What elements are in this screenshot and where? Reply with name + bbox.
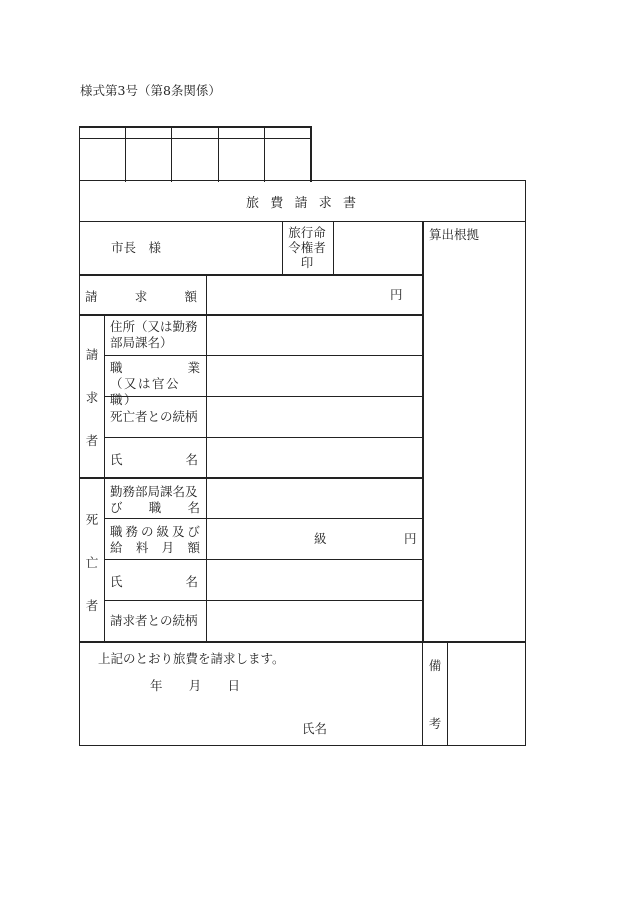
- calculation-basis-field[interactable]: [424, 245, 524, 640]
- addressee-label: 市長 様: [111, 240, 162, 255]
- grade-unit: 級: [314, 531, 327, 546]
- deceased-section-label: 死 亡 者: [85, 512, 99, 613]
- deceased-grade-salary-label: 職 務 の 級 及 び 給 料 月 額: [110, 524, 200, 555]
- request-statement: 上記のとおり旅費を請求します。: [98, 651, 285, 666]
- form-number: 様式第3号（第8条関係）: [80, 83, 221, 98]
- claim-amount-field[interactable]: [207, 275, 421, 313]
- form-title: 旅 費 請 求 書: [246, 196, 356, 211]
- deceased-name-label: 氏 名: [110, 574, 198, 589]
- remarks-field[interactable]: [449, 643, 524, 744]
- claimant-address-label: 住所（又は勤務 部局課名）: [110, 319, 198, 350]
- claimant-address-field[interactable]: [207, 315, 421, 354]
- signer-name-field[interactable]: [330, 712, 418, 740]
- claimant-relation-label: 死亡者との続柄: [110, 409, 198, 424]
- deceased-relation-label: 請求者との続柄: [110, 613, 198, 628]
- deceased-dept-label: 勤務部局課名及 び 職 名: [110, 484, 200, 515]
- deceased-dept-field[interactable]: [207, 478, 421, 517]
- signer-name-label: 氏名: [302, 721, 328, 736]
- calculation-basis-label: 算出根拠: [429, 227, 480, 242]
- salary-yen: 円: [404, 531, 417, 546]
- remarks-label: 備 考: [428, 658, 442, 731]
- claimant-name-field[interactable]: [207, 438, 421, 476]
- claimant-occupation-field[interactable]: [207, 356, 421, 395]
- claimant-name-label: 氏 名: [110, 452, 198, 467]
- claim-amount-label: 請 求 額: [85, 289, 197, 304]
- claimant-occupation-label: 職 業 （又は官公職）: [110, 360, 200, 407]
- date-line: 年 月 日: [150, 678, 240, 693]
- deceased-name-field[interactable]: [207, 560, 421, 599]
- claim-amount-yen: 円: [390, 287, 403, 302]
- deceased-relation-field[interactable]: [207, 601, 421, 640]
- travel-authority-stamp-label: 旅行命 令権者 印: [288, 225, 326, 270]
- claimant-section-label: 請 求 者: [85, 347, 99, 448]
- claimant-relation-field[interactable]: [207, 397, 421, 436]
- authority-stamp-field[interactable]: [334, 222, 422, 274]
